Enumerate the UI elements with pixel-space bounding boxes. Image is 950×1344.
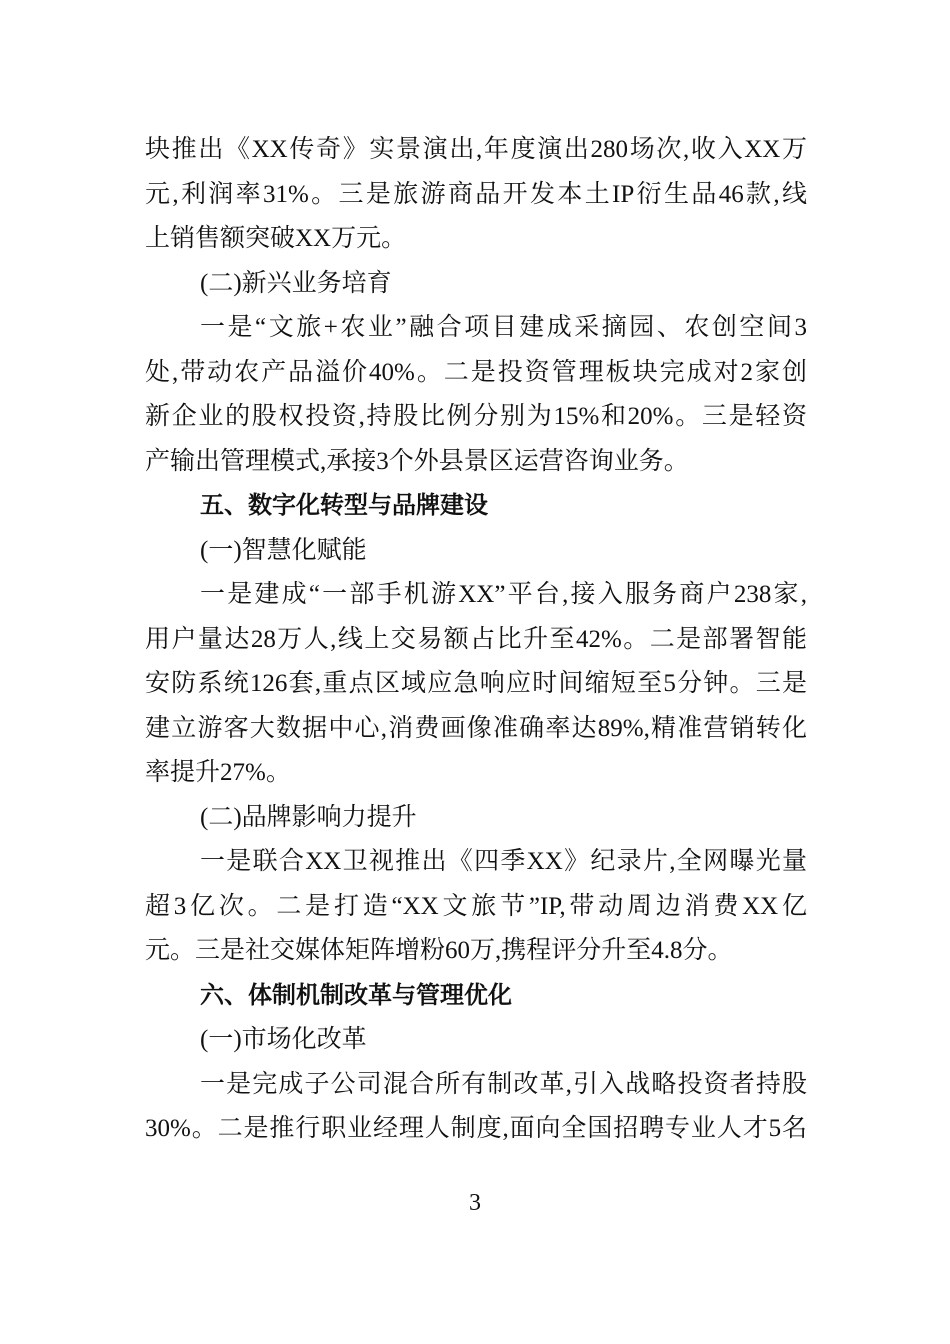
text-line: 元。三是社交媒体矩阵增粉60万,携程评分升至4.8分。 — [145, 937, 733, 964]
text-line: 建立游客大数据中心,消费画像准确率达89%,精准营销转化 — [145, 714, 807, 742]
subsection-heading: (一)市场化改革 — [200, 1026, 367, 1053]
text-line: 上销售额突破XX万元。 — [145, 225, 407, 252]
text-line: 30%。二是推行职业经理人制度,面向全国招聘专业人才5名 — [145, 1115, 807, 1142]
text-line: 一是联合XX卫视推出《四季XX》纪录片,全网曝光量 — [200, 848, 807, 875]
text-line: 元,利润率31%。三是旅游商品开发本土IP衍生品46款,线 — [145, 180, 807, 208]
text-line: 新企业的股权投资,持股比例分别为15%和20%。三是轻资 — [145, 403, 807, 430]
subsection-heading: (一)智慧化赋能 — [200, 536, 367, 564]
text-line: 安防系统126套,重点区域应急响应时间缩短至5分钟。三是 — [145, 670, 807, 697]
text-line: 一是建成“一部手机游XX”平台,接入服务商户238家, — [200, 581, 807, 608]
text-line: 一是“文旅+农业”融合项目建成采摘园、农创空间3 — [200, 314, 807, 341]
text-line: 用户量达28万人,线上交易额占比升至42%。二是部署智能 — [145, 625, 807, 653]
text-line: 一是完成子公司混合所有制改革,引入战略投资者持股 — [200, 1070, 807, 1098]
page-number: 3 — [469, 1190, 481, 1216]
text-line: 块推出《XX传奇》实景演出,年度演出280场次,收入XX万 — [145, 136, 807, 163]
text-line: 产输出管理模式,承接3个外县景区运营咨询业务。 — [145, 447, 689, 475]
text-line: 超3亿次。二是打造“XX文旅节”IP,带动周边消费XX亿 — [145, 892, 807, 920]
text-line: 处,带动农产品溢价40%。二是投资管理板块完成对2家创 — [145, 358, 807, 386]
section-heading: 六、体制机制改革与管理优化 — [200, 981, 512, 1009]
document-body — [145, 128, 807, 1152]
subsection-heading: (二)品牌影响力提升 — [200, 803, 417, 831]
text-line: 率提升27%。 — [145, 759, 291, 786]
subsection-heading: (二)新兴业务培育 — [200, 269, 392, 297]
section-heading: 五、数字化转型与品牌建设 — [200, 492, 488, 519]
